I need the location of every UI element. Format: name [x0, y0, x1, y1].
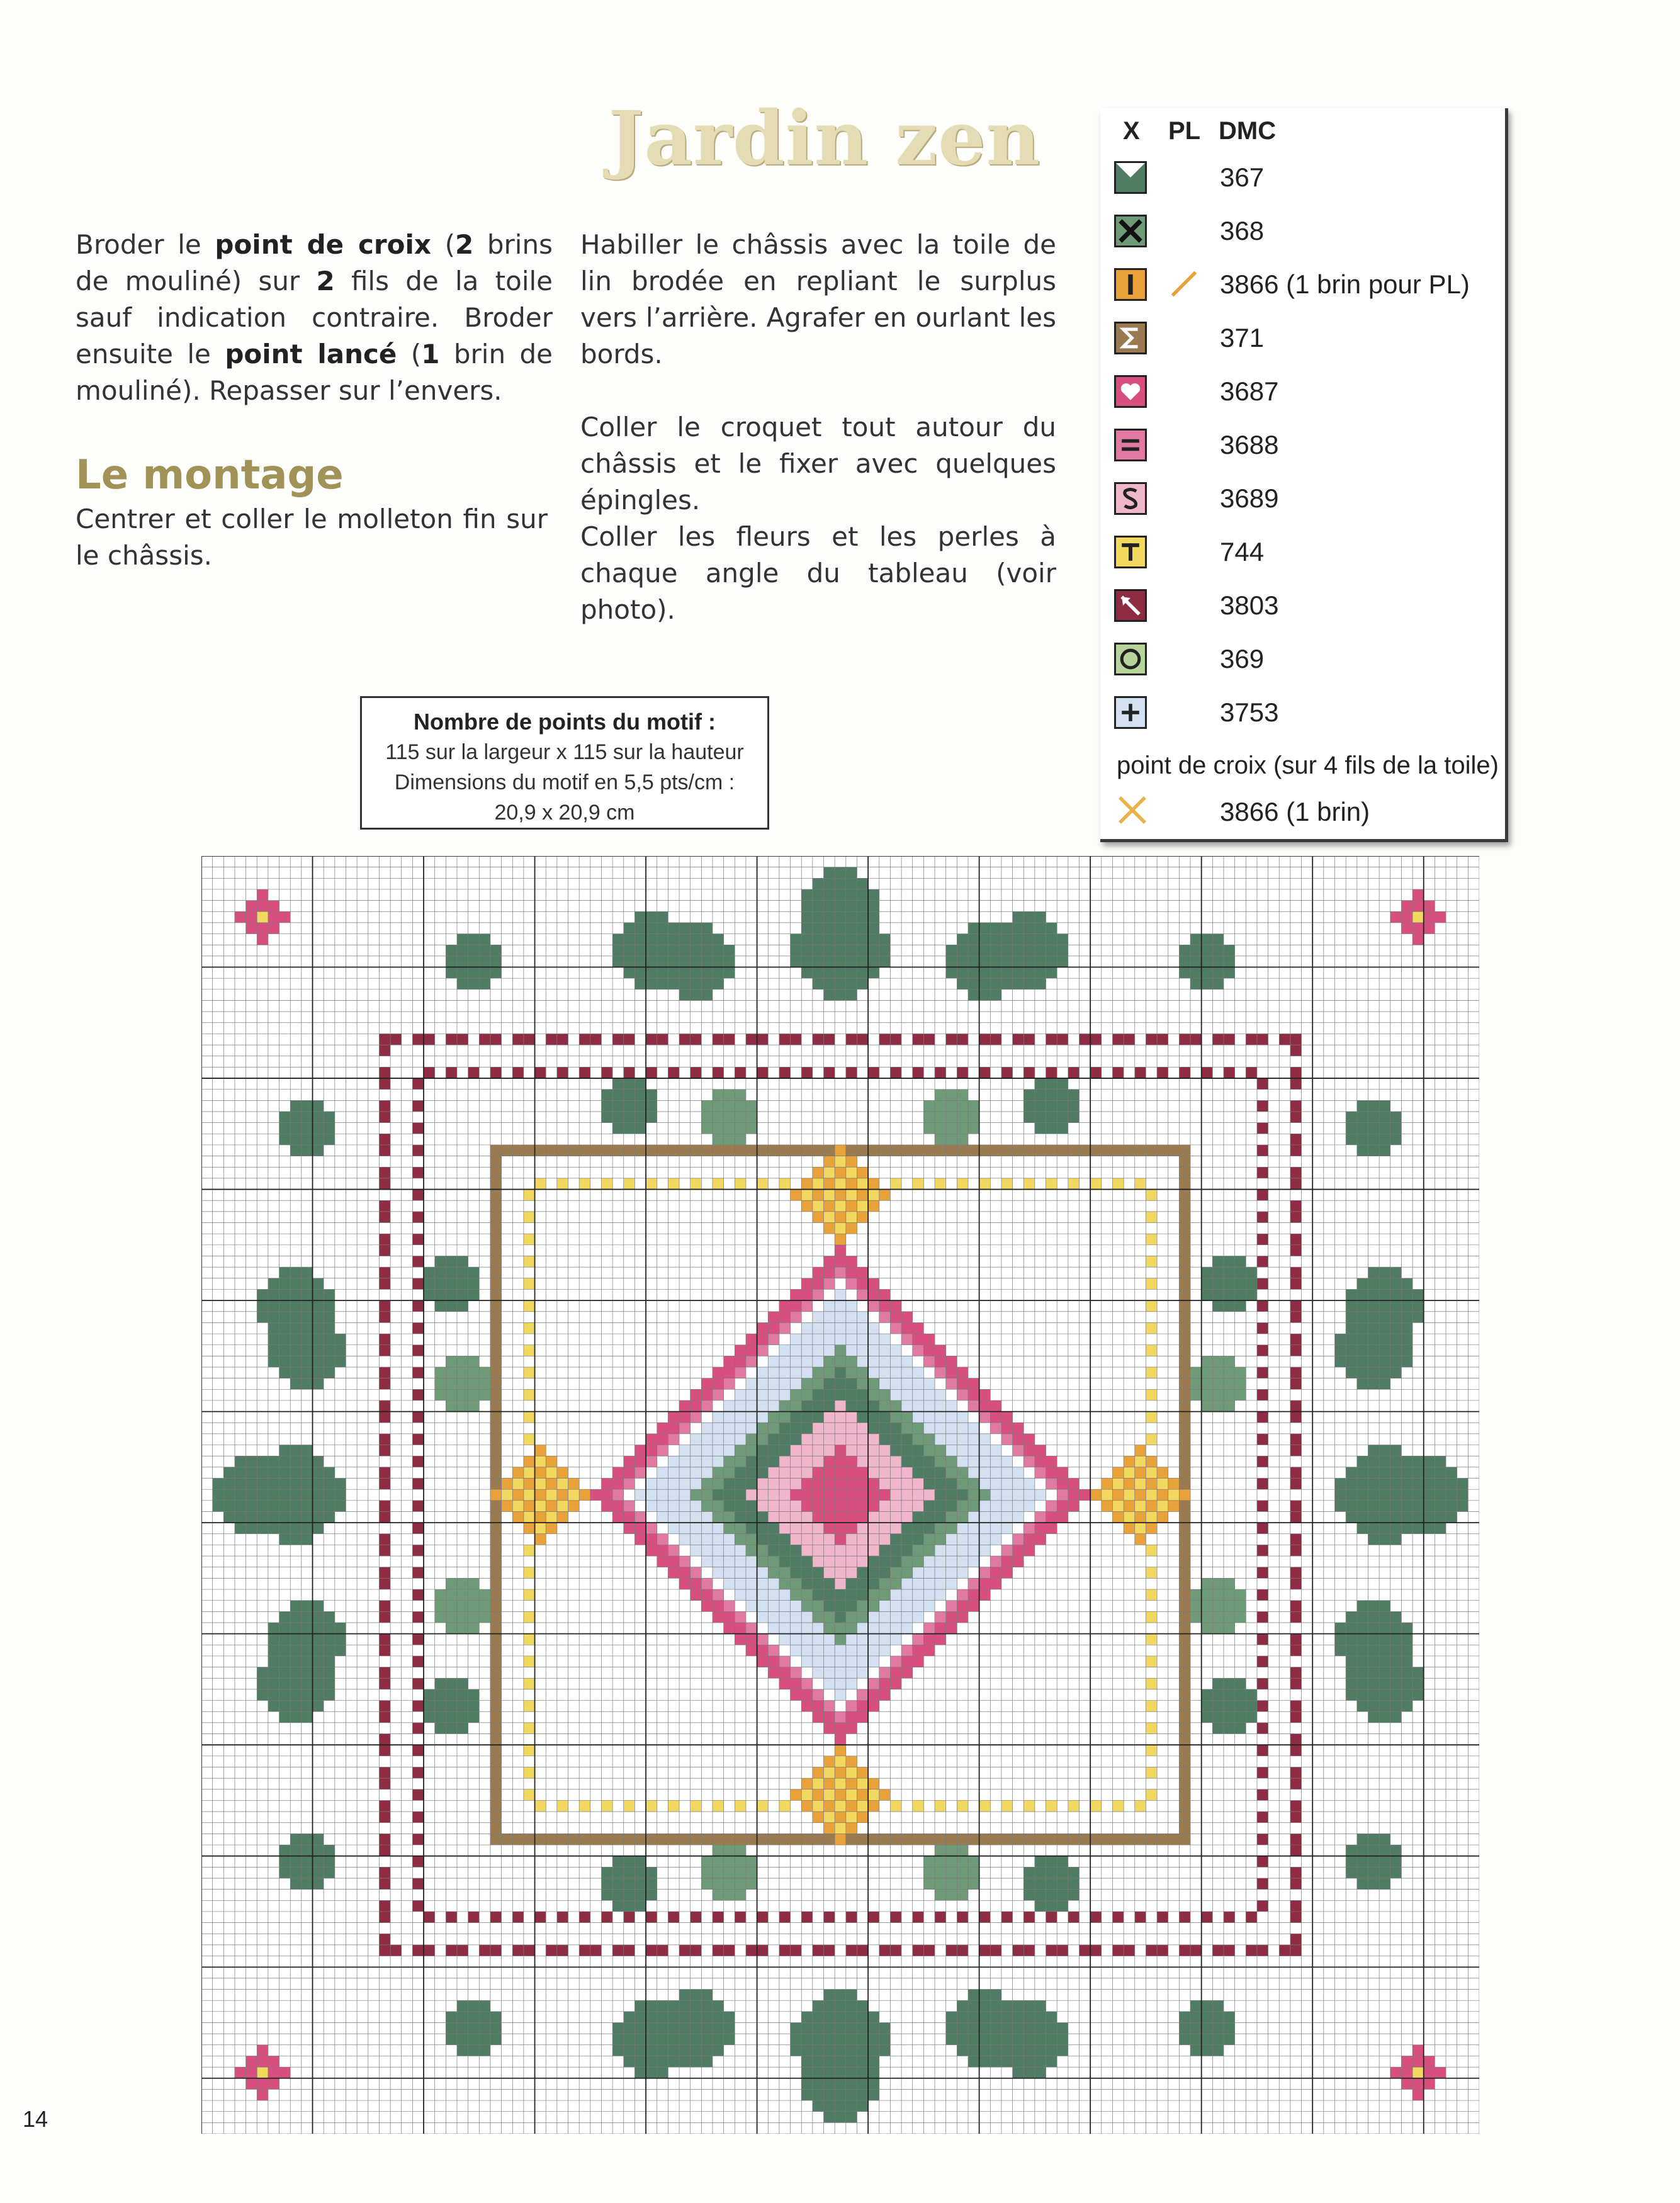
- legend-row-3689: [1100, 478, 1503, 532]
- straight-stitch-mark-icon: [1170, 269, 1198, 298]
- circle-symbol-icon: [1114, 643, 1147, 675]
- cross-stitch-chart: [201, 856, 1479, 2134]
- page-number: 14: [23, 2106, 48, 2132]
- legend-row-3866: [1100, 264, 1503, 318]
- legend-row-3688: [1100, 425, 1503, 478]
- plus-symbol-icon: [1114, 696, 1147, 729]
- legend-dmc-code: 367: [1220, 162, 1265, 192]
- large-cross-stitch-icon: [1117, 794, 1148, 826]
- instr-bold-2-threads: 2: [316, 266, 335, 296]
- montage-paragraph: Centrer et coller le molleton fin sur le châssis.: [76, 504, 548, 571]
- legend-dmc-code: 3803: [1220, 590, 1279, 620]
- instr-text-1: Broder le: [76, 229, 215, 260]
- legend-dmc-code: 3687: [1220, 376, 1279, 406]
- legend-row-744: [1100, 532, 1503, 585]
- stitch-count-dimensions-label: Dimensions du motif en 5,5 pts/cm :: [394, 770, 735, 794]
- page-title: Jardin zen: [608, 94, 1041, 182]
- color-legend: [1100, 108, 1508, 842]
- legend-row-369: [1100, 639, 1503, 692]
- legend-dmc-code: 3866 (1 brin pour PL): [1220, 269, 1470, 299]
- legend-special-dmc: 3866 (1 brin): [1220, 797, 1370, 826]
- legend-dmc-code: 368: [1220, 216, 1265, 245]
- montage-heading: Le montage: [76, 452, 344, 499]
- legend-dmc-code: 744: [1220, 537, 1265, 566]
- finishing-paragraph-1: Habiller le châssis avec la toile de lin brodée en repliant le surplus vers l’arrière. Agrafer en ourlant les bords.: [580, 229, 1056, 369]
- instructions-paragraph: [76, 227, 553, 409]
- legend-header-x: X: [1123, 117, 1140, 145]
- instr-bold-1-strand: 1: [421, 339, 440, 369]
- legend-header-pl: PL: [1168, 117, 1201, 145]
- finishing-paragraph-2: Coller le croquet tout autour du châssis et le fixer avec quelques épingles.: [580, 412, 1056, 516]
- equals-symbol-icon: [1114, 429, 1147, 461]
- instr-text-4: fils de la toile sauf indication contraire. Broder ensuite le: [76, 266, 553, 369]
- vertical-bar-symbol-icon: [1114, 268, 1147, 301]
- instr-text-2: (: [431, 229, 456, 260]
- s-letter-symbol-icon: [1114, 482, 1147, 515]
- stitch-count-title: Nombre de points du motif :: [414, 709, 716, 735]
- legend-row-371: [1100, 318, 1503, 371]
- finishing-paragraph-3: Coller les fleurs et les perles à chaque angle du tableau (voir photo).: [580, 521, 1056, 625]
- legend-row-3687: [1100, 371, 1503, 425]
- legend-special-note: point de croix (sur 4 fils de la toile): [1117, 752, 1499, 779]
- diagonal-arrow-symbol-icon: [1114, 589, 1147, 622]
- stitch-count-size: 115 sur la largeur x 115 sur la hauteur: [385, 740, 744, 764]
- legend-dmc-code: 371: [1220, 323, 1265, 352]
- stitch-count-dimensions-value: 20,9 x 20,9 cm: [494, 801, 635, 825]
- legend-dmc-code: 3689: [1220, 483, 1279, 513]
- stitch-count-box: [360, 696, 769, 830]
- cross-stitch-grid: [201, 856, 1479, 2134]
- legend-dmc-code: 369: [1220, 644, 1265, 673]
- sigma-symbol-icon: [1114, 322, 1147, 354]
- instr-text-5: (: [397, 339, 422, 369]
- instr-text-3: brins de mouliné) sur: [76, 229, 553, 296]
- half-triangle-symbol-icon: [1114, 161, 1147, 194]
- legend-row-367: [1100, 157, 1503, 211]
- instr-bold-cross-stitch: point de croix: [215, 229, 431, 260]
- instr-bold-straight-stitch: point lancé: [225, 339, 397, 369]
- legend-header-dmc: DMC: [1219, 117, 1277, 145]
- legend-dmc-code: 3688: [1220, 430, 1279, 459]
- legend-row-368: [1100, 211, 1503, 264]
- t-letter-symbol-icon: [1114, 536, 1147, 568]
- instr-bold-2-strands: 2: [455, 229, 474, 260]
- legend-row-3753: [1100, 692, 1503, 746]
- heart-symbol-icon: [1114, 375, 1147, 408]
- legend-dmc-code: 3753: [1220, 697, 1279, 727]
- x-cross-symbol-icon: [1114, 215, 1147, 247]
- legend-row-3803: [1100, 585, 1503, 639]
- instr-text-6: brin de mouliné). Repasser sur l’envers.: [76, 339, 553, 406]
